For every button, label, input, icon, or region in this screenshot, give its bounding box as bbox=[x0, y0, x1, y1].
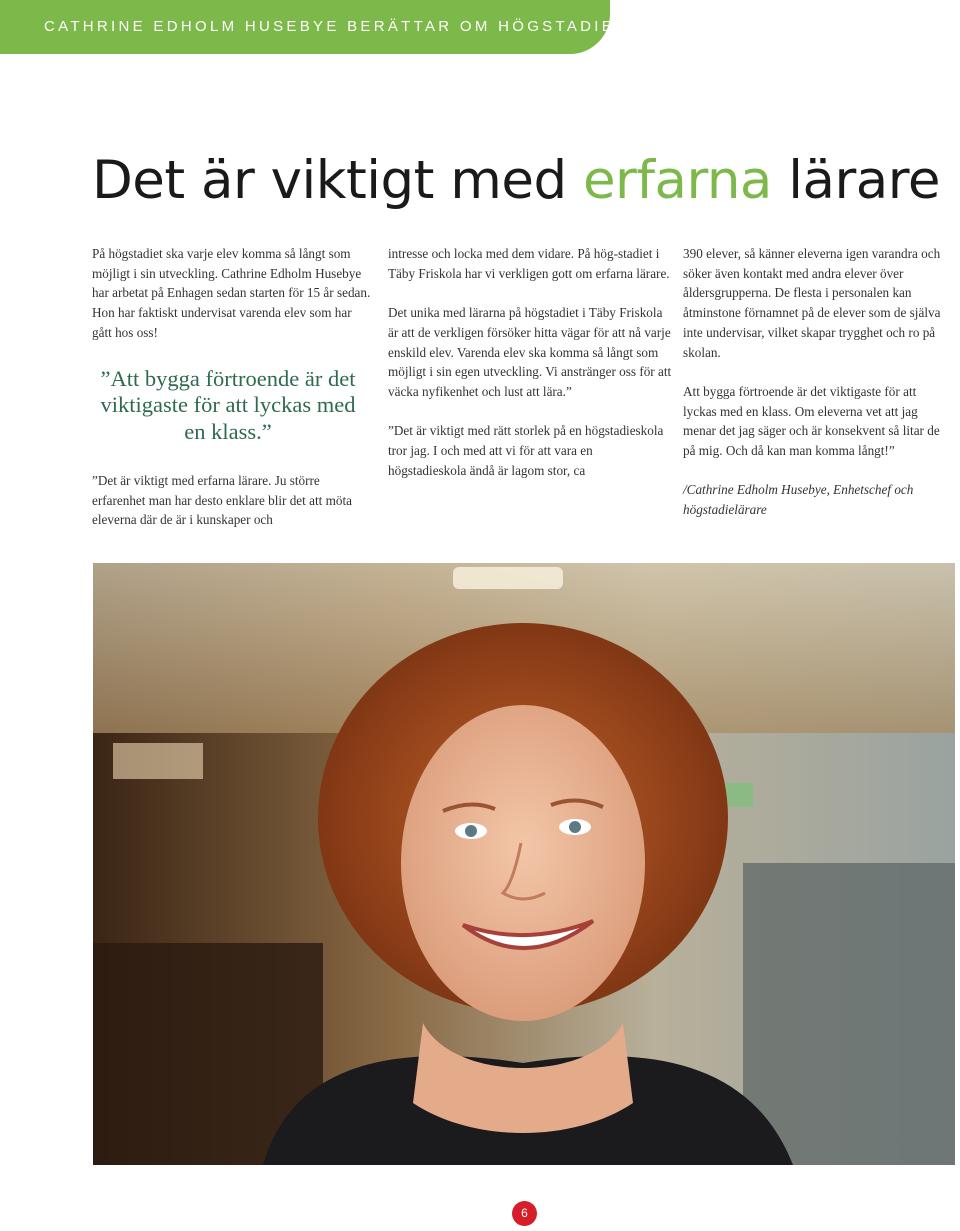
paragraph: 390 elever, så känner eleverna igen varandra och söker även kontakt med andra elever över åldersgrupperna. De flesta i personalen kan åtminstone förnamnet på de elever som de själva inte undervisar, vilket skapar trygghet och ro på skolan. bbox=[683, 246, 941, 360]
locker-right bbox=[743, 863, 955, 1165]
portrait-photo bbox=[93, 563, 955, 1165]
paragraph: Det unika med lärarna på högstadiet i Täby Friskola är att de verkligen försöker hitta vägar för att nå varje enskild elev. Varenda elev ska komma så långt som möjligt i sin egen utveckling. Vi anstränger oss för att väcka nyfikenhet och lust att lära.” bbox=[388, 305, 672, 399]
article-column-1 bbox=[92, 244, 374, 530]
paragraph: ”Det är viktigt med rätt storlek på en högstadieskola tror jag. I och med att vi för att vara en högstadieskola ändå är lagom stor, ca bbox=[388, 423, 664, 478]
paragraph: Att bygga förtroende är det viktigaste för att lyckas med en klass. Om eleverna vet att jag menar det jag säger och är konsekvent så litar de på mig. Och då kan man komma långt!” bbox=[683, 383, 940, 459]
face bbox=[401, 705, 645, 1021]
section-banner bbox=[0, 0, 628, 54]
ceiling-light bbox=[453, 567, 563, 589]
headline-accent-word: erfarna bbox=[582, 150, 772, 211]
paragraph: På högstadiet ska varje elev komma så långt som möjligt i sin utveckling. Cathrine Edholm Husebye har arbetat på Enhagen sedan starten för 15 år sedan. Hon har faktiskt undervisat varenda elev som har gått hos oss! bbox=[92, 246, 371, 340]
headline-part-1: Det är viktigt med bbox=[92, 150, 583, 211]
window-light bbox=[113, 743, 203, 779]
right-iris bbox=[569, 821, 581, 833]
pull-quote: ”Att bygga förtroende är det viktigaste för att lyckas med en klass.” bbox=[100, 365, 356, 444]
headline-part-2: lärare bbox=[771, 150, 940, 211]
paragraph: ”Det är viktigt med erfarna lärare. Ju större erfarenhet man har desto enklare blir det att möta eleverna där de är i kunskaper och bbox=[92, 473, 352, 528]
article-column-3 bbox=[683, 244, 951, 520]
author-signature: /Cathrine Edholm Husebye, Enhetschef och högstadielärare bbox=[683, 482, 914, 518]
paragraph: intresse och locka med dem vidare. På hög-stadiet i Täby Friskola har vi verkligen gott om erfarna lärare. bbox=[388, 246, 670, 281]
page-number-badge: 6 bbox=[512, 1201, 537, 1226]
article-column-2 bbox=[388, 244, 672, 480]
left-iris bbox=[465, 825, 477, 837]
portrait-illustration bbox=[93, 563, 955, 1165]
page-headline bbox=[92, 150, 940, 211]
banner-title: CATHRINE EDHOLM HUSEBYE BERÄTTAR OM HÖGSTADIET bbox=[44, 18, 628, 35]
